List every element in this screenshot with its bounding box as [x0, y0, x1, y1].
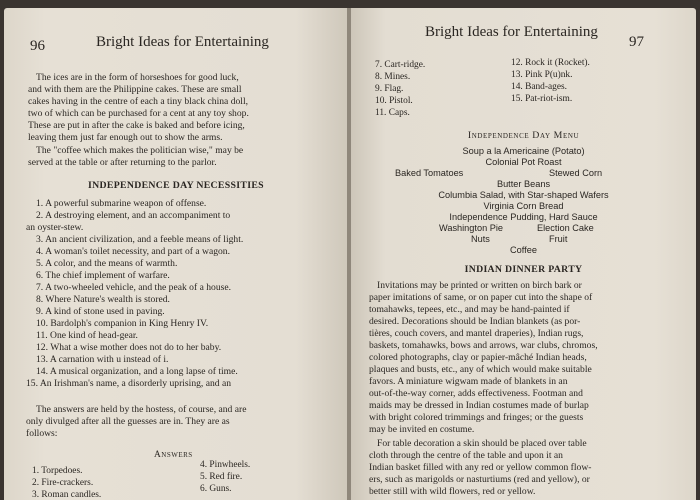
text-line: two of which can be purchased for a cent at any toy shop. [28, 108, 249, 119]
list-item: 6. The chief implement of warfare. [36, 270, 170, 281]
text-line: desired. Decorations should be Indian blankets (as por- [369, 316, 581, 327]
list-item: 3. An ancient civilization, and a feeble means of light. [36, 234, 244, 245]
text-line: leaving them just far enough out to show the arms. [28, 132, 223, 143]
menu-item: Independence Pudding, Hard Sauce [449, 212, 598, 222]
text-line: may be invited en costume. [369, 424, 475, 435]
answer-item: 13. Pink P(u)nk. [511, 70, 573, 80]
menu-item: Stewed Corn [549, 168, 603, 178]
text-line: baskets, tomahawks, bows and arrows, war clubs, chromos, [369, 340, 598, 351]
text-line: and with them are the Philippine cakes. These are small [28, 84, 242, 95]
menu-item: Baked Tomatoes [395, 168, 464, 178]
text-line: with bright colored trimmings and fringes; or the guests [369, 412, 584, 423]
text-line: The answers are held by the hostess, of course, and are [36, 404, 247, 415]
answer-item: 12. Rock it (Rocket). [511, 58, 590, 68]
text-line: ers, such as marigolds or nasturtiums (red and yellow), or [369, 474, 590, 485]
list-item: 5. A color, and the means of warmth. [36, 258, 178, 269]
menu-title: Independence Day Menu [467, 130, 580, 141]
menu-item: Nuts [471, 234, 490, 244]
menu-item: Colonial Pot Roast [485, 157, 562, 167]
answer-item: 15. Pat-riot-ism. [511, 94, 573, 104]
text-line: cloth through the centre of the table and upon it an [369, 450, 563, 461]
answer-item: 3. Roman candles. [32, 490, 102, 500]
list-item: 7. A two-wheeled vehicle, and the peak of a house. [36, 282, 232, 293]
list-item: 13. A carnation with u instead of i. [36, 354, 169, 365]
answer-item: 11. Caps. [375, 108, 410, 118]
list-item: 11. One kind of head-gear. [36, 330, 138, 341]
answer-item: 6. Guns. [200, 484, 232, 494]
text-line: Indian basket filled with any red or yellow common flow- [369, 462, 592, 473]
list-item: 12. What a wise mother does not do to her baby. [36, 342, 222, 353]
text-line: only divulged after all the guesses are in. They are as [26, 416, 230, 427]
text-line: Invitations may be printed or written on birch bark or [377, 280, 582, 291]
list-item: 14. A musical organization, and a long lapse of time. [36, 366, 238, 377]
list-item: 10. Bardolph's companion in King Henry IV. [36, 318, 209, 329]
menu-item: Election Cake [537, 223, 594, 233]
menu-item: Butter Beans [496, 179, 551, 189]
text-line: better still with wild flowers, red or yellow. [369, 486, 536, 497]
left-page [4, 8, 347, 500]
menu-item: Fruit [549, 234, 568, 244]
answer-item: 2. Fire-crackers. [32, 478, 94, 488]
text-line: maids may be dressed in Indian costumes made of burlap [369, 400, 589, 411]
answer-item: 14. Band-ages. [511, 82, 567, 92]
text-line: These are put in after the cake is baked and before icing, [28, 120, 245, 131]
text-line: plaques and busts, etc., any of which would make suitable [369, 364, 592, 375]
answer-item: 8. Mines. [375, 72, 411, 82]
text-line: paper imitations of same, or on paper cut into the shape of [369, 292, 593, 303]
menu-item: Coffee [510, 245, 537, 255]
list-item: 9. A kind of stone used in paving. [36, 306, 165, 317]
menu-item: Soup a la Americaine (Potato) [462, 146, 585, 156]
left-running-header: Bright Ideas for Entertaining [96, 34, 269, 50]
text-line: colored photographs, clay or papier-mâché Indian heads, [369, 352, 587, 363]
list-item: 8. Where Nature's wealth is stored. [36, 294, 170, 305]
text-line: tomahawks, tepees, etc., and may be hand-painted if [369, 304, 570, 315]
left-section-title: INDEPENDENCE DAY NECESSITIES [88, 180, 264, 191]
list-item: an oyster-stew. [26, 222, 84, 233]
list-item: 15. An Irishman's name, a disorderly uprising, and an [26, 378, 232, 389]
left-page-number: 96 [30, 38, 45, 54]
text-line: favors. A miniature wigwam made of blankets in an [369, 376, 568, 387]
text-line: cakes having in the centre of each a tiny black china doll, [28, 96, 249, 107]
text-line: served at the table or after returning to the parlor. [28, 157, 217, 168]
list-item: 2. A destroying element, and an accompaniment to [36, 210, 231, 221]
right-page [351, 8, 696, 500]
list-item: 1. A powerful submarine weapon of offense. [36, 198, 207, 209]
menu-item: Washington Pie [439, 223, 504, 233]
answer-item: 7. Cart-ridge. [375, 60, 426, 70]
text-line: follows: [26, 428, 58, 439]
text-line: out-of-the-way corner, adds effectiveness. Footman and [369, 388, 583, 399]
answer-item: 4. Pinwheels. [200, 460, 251, 470]
right-section-title: INDIAN DINNER PARTY [464, 264, 583, 275]
text-line: The ices are in the form of horseshoes for good luck, [36, 72, 239, 83]
answer-item: 5. Red fire. [200, 472, 243, 482]
text-line: For table decoration a skin should be placed over table [377, 438, 587, 449]
text-line: tières, couch covers, and mantel draperies), Indian rugs, [369, 328, 584, 339]
menu-item: Columbia Salad, with Star-shaped Wafers [438, 190, 609, 200]
answer-item: 10. Pistol. [375, 96, 413, 106]
answer-item: 9. Flag. [375, 84, 404, 94]
right-running-header: Bright Ideas for Entertaining [425, 24, 598, 40]
answer-item: 1. Torpedoes. [32, 466, 83, 476]
right-page-number: 97 [629, 34, 644, 50]
text-line: The "coffee which makes the politician wise," may be [36, 145, 244, 156]
answers-title: Answers [154, 450, 193, 460]
list-item: 4. A woman's toilet necessity, and part of a wagon. [36, 246, 231, 257]
menu-item: Virginia Corn Bread [483, 201, 564, 211]
